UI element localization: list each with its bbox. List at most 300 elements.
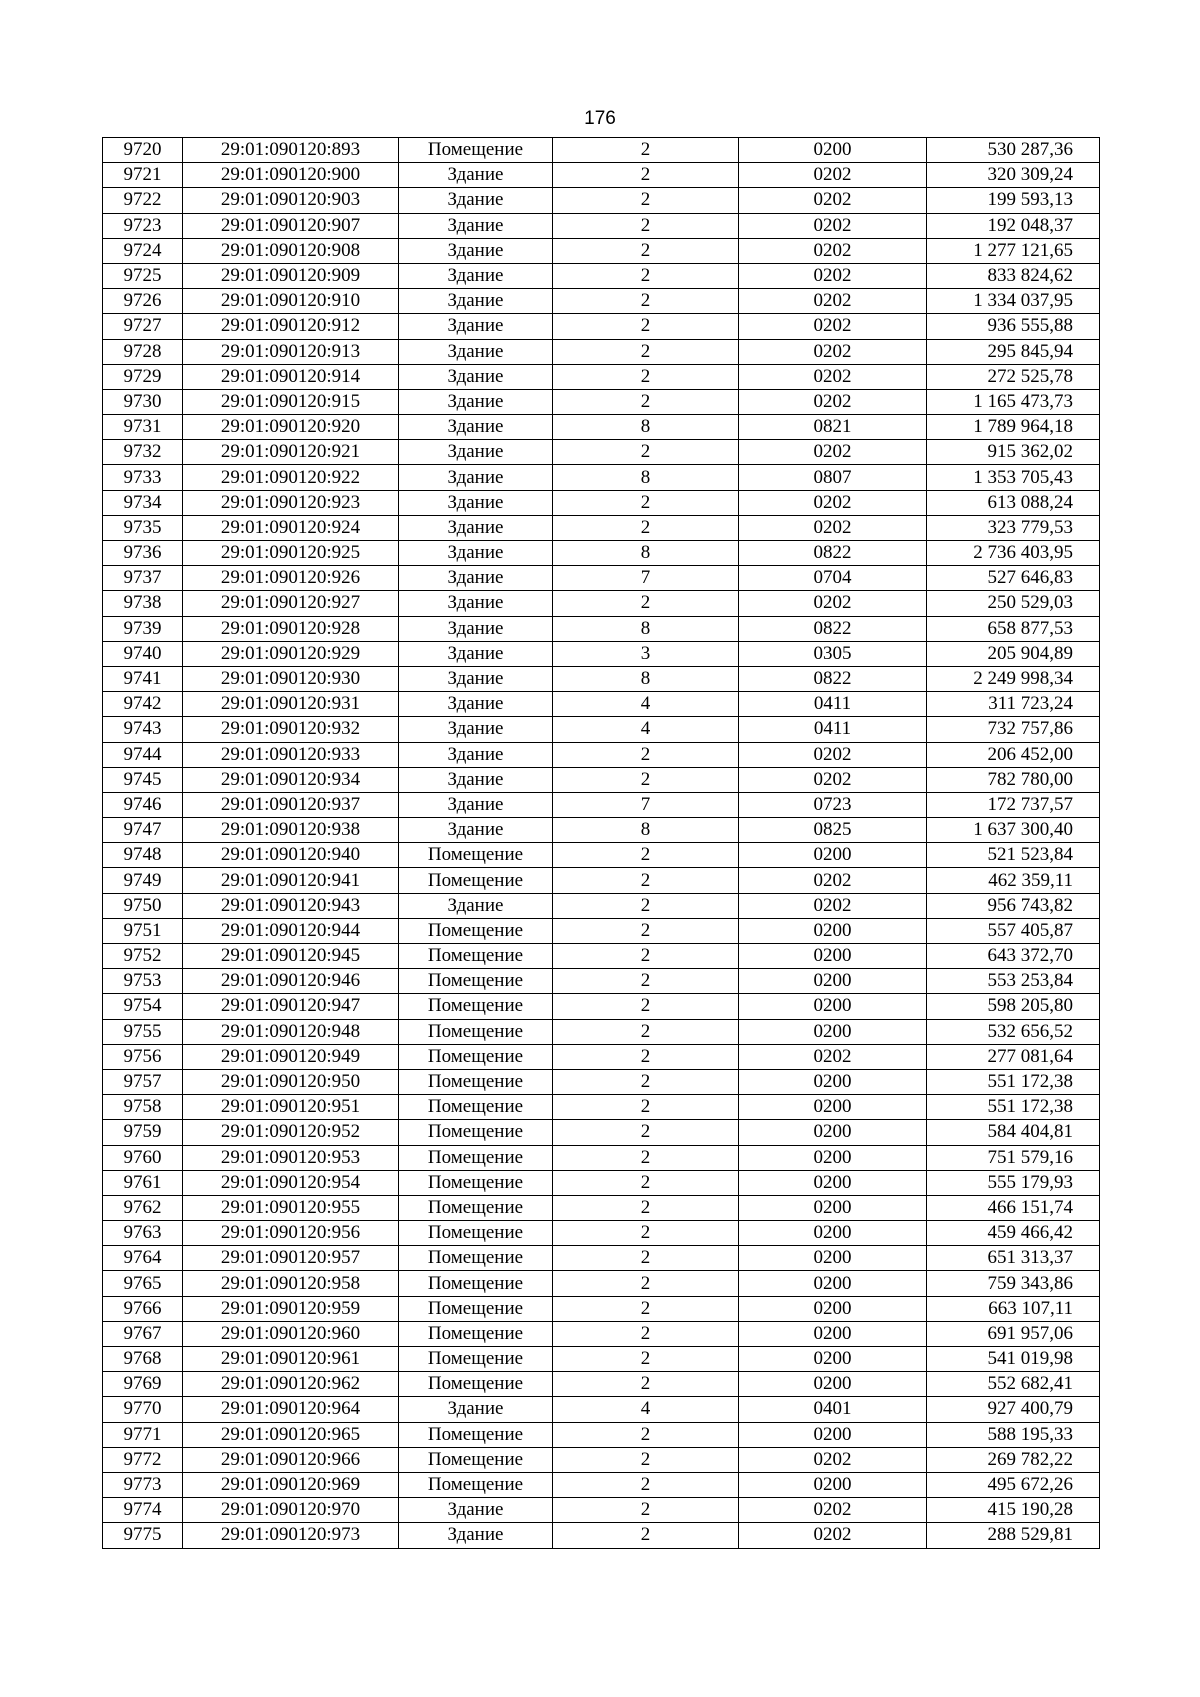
table-row <box>103 1498 1100 1523</box>
table-row <box>103 1321 1100 1346</box>
cadastral-cost-cell: 1 165 473,73 <box>927 389 1100 414</box>
cadastral-cost-cell: 277 081,64 <box>927 1044 1100 1069</box>
object-type-cell: Здание <box>399 818 553 843</box>
object-type-cell: Здание <box>399 541 553 566</box>
subgroup-cell: 0200 <box>739 1195 927 1220</box>
cadastral-cost-cell: 415 190,28 <box>927 1498 1100 1523</box>
cadastral-cost-cell: 199 593,13 <box>927 188 1100 213</box>
table-row <box>103 641 1100 666</box>
group-cell: 4 <box>553 717 739 742</box>
subgroup-cell: 0202 <box>739 1447 927 1472</box>
table-row <box>103 868 1100 893</box>
row-number-cell: 9734 <box>103 490 183 515</box>
subgroup-cell: 0200 <box>739 1145 927 1170</box>
group-cell: 2 <box>553 440 739 465</box>
cadastral-cost-cell: 532 656,52 <box>927 1019 1100 1044</box>
cadastral-number-cell: 29:01:090120:940 <box>183 843 399 868</box>
cadastral-number-cell: 29:01:090120:955 <box>183 1195 399 1220</box>
subgroup-cell: 0202 <box>739 188 927 213</box>
cadastral-number-cell: 29:01:090120:965 <box>183 1422 399 1447</box>
object-type-cell: Здание <box>399 389 553 414</box>
subgroup-cell: 0200 <box>739 843 927 868</box>
cadastral-number-cell: 29:01:090120:951 <box>183 1095 399 1120</box>
cadastral-number-cell: 29:01:090120:934 <box>183 767 399 792</box>
cadastral-cost-cell: 663 107,11 <box>927 1296 1100 1321</box>
object-type-cell: Здание <box>399 792 553 817</box>
object-type-cell: Помещение <box>399 969 553 994</box>
cadastral-cost-cell: 551 172,38 <box>927 1069 1100 1094</box>
object-type-cell: Помещение <box>399 868 553 893</box>
subgroup-cell: 0200 <box>739 1296 927 1321</box>
object-type-cell: Здание <box>399 566 553 591</box>
row-number-cell: 9758 <box>103 1095 183 1120</box>
object-type-cell: Здание <box>399 1498 553 1523</box>
cadastral-number-cell: 29:01:090120:950 <box>183 1069 399 1094</box>
group-cell: 2 <box>553 1044 739 1069</box>
cadastral-number-cell: 29:01:090120:900 <box>183 163 399 188</box>
table-row <box>103 1044 1100 1069</box>
cadastral-cost-cell: 551 172,38 <box>927 1095 1100 1120</box>
group-cell: 2 <box>553 1019 739 1044</box>
row-number-cell: 9771 <box>103 1422 183 1447</box>
subgroup-cell: 0411 <box>739 717 927 742</box>
cadastral-number-cell: 29:01:090120:960 <box>183 1321 399 1346</box>
group-cell: 2 <box>553 1221 739 1246</box>
row-number-cell: 9742 <box>103 692 183 717</box>
object-type-cell: Здание <box>399 616 553 641</box>
group-cell: 2 <box>553 843 739 868</box>
table-row <box>103 1523 1100 1548</box>
subgroup-cell: 0200 <box>739 1472 927 1497</box>
group-cell: 7 <box>553 792 739 817</box>
row-number-cell: 9732 <box>103 440 183 465</box>
table-row <box>103 515 1100 540</box>
object-type-cell: Помещение <box>399 1271 553 1296</box>
subgroup-cell: 0200 <box>739 1095 927 1120</box>
table-row <box>103 1472 1100 1497</box>
subgroup-cell: 0200 <box>739 138 927 163</box>
cadastral-number-cell: 29:01:090120:924 <box>183 515 399 540</box>
table-row <box>103 1397 1100 1422</box>
group-cell: 2 <box>553 364 739 389</box>
table-row <box>103 389 1100 414</box>
cadastral-number-cell: 29:01:090120:953 <box>183 1145 399 1170</box>
subgroup-cell: 0821 <box>739 415 927 440</box>
row-number-cell: 9739 <box>103 616 183 641</box>
group-cell: 2 <box>553 314 739 339</box>
row-number-cell: 9746 <box>103 792 183 817</box>
table-row <box>103 1447 1100 1472</box>
cadastral-number-cell: 29:01:090120:959 <box>183 1296 399 1321</box>
cadastral-number-cell: 29:01:090120:958 <box>183 1271 399 1296</box>
object-type-cell: Помещение <box>399 994 553 1019</box>
table-row <box>103 893 1100 918</box>
row-number-cell: 9740 <box>103 641 183 666</box>
group-cell: 8 <box>553 616 739 641</box>
object-type-cell: Здание <box>399 641 553 666</box>
subgroup-cell: 0200 <box>739 1422 927 1447</box>
cadastral-cost-cell: 320 309,24 <box>927 163 1100 188</box>
row-number-cell: 9751 <box>103 918 183 943</box>
object-type-cell: Здание <box>399 263 553 288</box>
subgroup-cell: 0200 <box>739 969 927 994</box>
group-cell: 2 <box>553 1120 739 1145</box>
cadastral-number-cell: 29:01:090120:973 <box>183 1523 399 1548</box>
table-row <box>103 1246 1100 1271</box>
group-cell: 2 <box>553 1296 739 1321</box>
row-number-cell: 9770 <box>103 1397 183 1422</box>
subgroup-cell: 0202 <box>739 238 927 263</box>
cadastral-cost-cell: 927 400,79 <box>927 1397 1100 1422</box>
group-cell: 2 <box>553 1347 739 1372</box>
cadastral-cost-cell: 552 682,41 <box>927 1372 1100 1397</box>
row-number-cell: 9723 <box>103 213 183 238</box>
object-type-cell: Помещение <box>399 843 553 868</box>
row-number-cell: 9763 <box>103 1221 183 1246</box>
row-number-cell: 9766 <box>103 1296 183 1321</box>
cadastral-cost-cell: 311 723,24 <box>927 692 1100 717</box>
cadastral-cost-cell: 651 313,37 <box>927 1246 1100 1271</box>
cadastral-cost-cell: 555 179,93 <box>927 1170 1100 1195</box>
cadastral-number-cell: 29:01:090120:915 <box>183 389 399 414</box>
table-row <box>103 1271 1100 1296</box>
row-number-cell: 9735 <box>103 515 183 540</box>
row-number-cell: 9741 <box>103 666 183 691</box>
subgroup-cell: 0202 <box>739 893 927 918</box>
cadastral-number-cell: 29:01:090120:922 <box>183 465 399 490</box>
cadastral-number-cell: 29:01:090120:920 <box>183 415 399 440</box>
cadastral-number-cell: 29:01:090120:952 <box>183 1120 399 1145</box>
cadastral-cost-cell: 323 779,53 <box>927 515 1100 540</box>
row-number-cell: 9765 <box>103 1271 183 1296</box>
group-cell: 2 <box>553 1145 739 1170</box>
subgroup-cell: 0200 <box>739 944 927 969</box>
cadastral-number-cell: 29:01:090120:956 <box>183 1221 399 1246</box>
object-type-cell: Здание <box>399 1523 553 1548</box>
cadastral-number-cell: 29:01:090120:943 <box>183 893 399 918</box>
group-cell: 2 <box>553 1069 739 1094</box>
group-cell: 2 <box>553 994 739 1019</box>
subgroup-cell: 0202 <box>739 490 927 515</box>
subgroup-cell: 0200 <box>739 1120 927 1145</box>
subgroup-cell: 0822 <box>739 666 927 691</box>
cadastral-number-cell: 29:01:090120:947 <box>183 994 399 1019</box>
cadastral-number-cell: 29:01:090120:923 <box>183 490 399 515</box>
row-number-cell: 9760 <box>103 1145 183 1170</box>
group-cell: 8 <box>553 541 739 566</box>
cadastral-cost-cell: 462 359,11 <box>927 868 1100 893</box>
row-number-cell: 9733 <box>103 465 183 490</box>
cadastral-number-cell: 29:01:090120:969 <box>183 1472 399 1497</box>
object-type-cell: Здание <box>399 289 553 314</box>
subgroup-cell: 0202 <box>739 364 927 389</box>
cadastral-number-cell: 29:01:090120:928 <box>183 616 399 641</box>
group-cell: 2 <box>553 289 739 314</box>
group-cell: 2 <box>553 1498 739 1523</box>
group-cell: 2 <box>553 1447 739 1472</box>
object-type-cell: Помещение <box>399 1095 553 1120</box>
table-row <box>103 1221 1100 1246</box>
subgroup-cell: 0202 <box>739 1523 927 1548</box>
group-cell: 8 <box>553 818 739 843</box>
row-number-cell: 9722 <box>103 188 183 213</box>
cadastral-cost-cell: 782 780,00 <box>927 767 1100 792</box>
subgroup-cell: 0202 <box>739 591 927 616</box>
cadastral-cost-cell: 250 529,03 <box>927 591 1100 616</box>
subgroup-cell: 0200 <box>739 1321 927 1346</box>
cadastral-cost-cell: 936 555,88 <box>927 314 1100 339</box>
cadastral-cost-cell: 459 466,42 <box>927 1221 1100 1246</box>
cadastral-cost-cell: 833 824,62 <box>927 263 1100 288</box>
subgroup-cell: 0807 <box>739 465 927 490</box>
cadastral-number-cell: 29:01:090120:946 <box>183 969 399 994</box>
cadastral-cost-cell: 584 404,81 <box>927 1120 1100 1145</box>
object-type-cell: Помещение <box>399 918 553 943</box>
row-number-cell: 9745 <box>103 767 183 792</box>
object-type-cell: Помещение <box>399 1246 553 1271</box>
group-cell: 2 <box>553 188 739 213</box>
cadastral-number-cell: 29:01:090120:948 <box>183 1019 399 1044</box>
cadastral-number-cell: 29:01:090120:933 <box>183 742 399 767</box>
object-type-cell: Здание <box>399 238 553 263</box>
cadastral-cost-cell: 541 019,98 <box>927 1347 1100 1372</box>
group-cell: 8 <box>553 666 739 691</box>
group-cell: 2 <box>553 1170 739 1195</box>
row-number-cell: 9720 <box>103 138 183 163</box>
subgroup-cell: 0202 <box>739 339 927 364</box>
group-cell: 2 <box>553 1095 739 1120</box>
group-cell: 2 <box>553 1523 739 1548</box>
group-cell: 2 <box>553 944 739 969</box>
object-type-cell: Помещение <box>399 1145 553 1170</box>
object-type-cell: Помещение <box>399 1019 553 1044</box>
table-row <box>103 1170 1100 1195</box>
cadastral-number-cell: 29:01:090120:921 <box>183 440 399 465</box>
cadastral-number-cell: 29:01:090120:949 <box>183 1044 399 1069</box>
cadastral-cost-cell: 658 877,53 <box>927 616 1100 641</box>
object-type-cell: Помещение <box>399 1221 553 1246</box>
cadastral-number-cell: 29:01:090120:912 <box>183 314 399 339</box>
cadastral-number-cell: 29:01:090120:932 <box>183 717 399 742</box>
row-number-cell: 9744 <box>103 742 183 767</box>
page-number: 176 <box>584 108 616 129</box>
cadastral-cost-cell: 598 205,80 <box>927 994 1100 1019</box>
row-number-cell: 9731 <box>103 415 183 440</box>
cadastral-number-cell: 29:01:090120:907 <box>183 213 399 238</box>
table-row <box>103 138 1100 163</box>
table-row <box>103 465 1100 490</box>
subgroup-cell: 0200 <box>739 918 927 943</box>
subgroup-cell: 0822 <box>739 541 927 566</box>
subgroup-cell: 0202 <box>739 213 927 238</box>
cadastral-number-cell: 29:01:090120:927 <box>183 591 399 616</box>
object-type-cell: Здание <box>399 591 553 616</box>
table-row <box>103 591 1100 616</box>
table-row <box>103 994 1100 1019</box>
table-row <box>103 742 1100 767</box>
group-cell: 2 <box>553 515 739 540</box>
row-number-cell: 9743 <box>103 717 183 742</box>
table-row <box>103 1422 1100 1447</box>
subgroup-cell: 0200 <box>739 1221 927 1246</box>
table-row <box>103 1019 1100 1044</box>
table-row <box>103 1372 1100 1397</box>
table-row <box>103 490 1100 515</box>
row-number-cell: 9730 <box>103 389 183 414</box>
cadastral-number-cell: 29:01:090120:957 <box>183 1246 399 1271</box>
table-row <box>103 692 1100 717</box>
cadastral-number-cell: 29:01:090120:929 <box>183 641 399 666</box>
cadastral-cost-cell: 1 353 705,43 <box>927 465 1100 490</box>
object-type-cell: Здание <box>399 717 553 742</box>
object-type-cell: Помещение <box>399 1372 553 1397</box>
cadastral-cost-cell: 288 529,81 <box>927 1523 1100 1548</box>
row-number-cell: 9748 <box>103 843 183 868</box>
subgroup-cell: 0202 <box>739 1498 927 1523</box>
group-cell: 2 <box>553 1321 739 1346</box>
row-number-cell: 9738 <box>103 591 183 616</box>
cadastral-number-cell: 29:01:090120:910 <box>183 289 399 314</box>
object-type-cell: Здание <box>399 188 553 213</box>
cadastral-cost-cell: 557 405,87 <box>927 918 1100 943</box>
row-number-cell: 9728 <box>103 339 183 364</box>
cadastral-number-cell: 29:01:090120:893 <box>183 138 399 163</box>
cadastral-cost-cell: 2 736 403,95 <box>927 541 1100 566</box>
subgroup-cell: 0202 <box>739 1044 927 1069</box>
row-number-cell: 9727 <box>103 314 183 339</box>
group-cell: 2 <box>553 893 739 918</box>
subgroup-cell: 0202 <box>739 289 927 314</box>
cadastral-cost-cell: 192 048,37 <box>927 213 1100 238</box>
table-row <box>103 944 1100 969</box>
group-cell: 8 <box>553 415 739 440</box>
subgroup-cell: 0822 <box>739 616 927 641</box>
cadastral-cost-cell: 269 782,22 <box>927 1447 1100 1472</box>
group-cell: 2 <box>553 389 739 414</box>
row-number-cell: 9755 <box>103 1019 183 1044</box>
row-number-cell: 9749 <box>103 868 183 893</box>
subgroup-cell: 0704 <box>739 566 927 591</box>
table-row <box>103 314 1100 339</box>
row-number-cell: 9761 <box>103 1170 183 1195</box>
cadastral-cost-cell: 643 372,70 <box>927 944 1100 969</box>
group-cell: 2 <box>553 163 739 188</box>
object-type-cell: Помещение <box>399 1195 553 1220</box>
object-type-cell: Здание <box>399 213 553 238</box>
subgroup-cell: 0202 <box>739 742 927 767</box>
row-number-cell: 9721 <box>103 163 183 188</box>
group-cell: 4 <box>553 1397 739 1422</box>
row-number-cell: 9726 <box>103 289 183 314</box>
cadastral-number-cell: 29:01:090120:964 <box>183 1397 399 1422</box>
cadastral-number-cell: 29:01:090120:903 <box>183 188 399 213</box>
table-row <box>103 969 1100 994</box>
cadastral-cost-cell: 691 957,06 <box>927 1321 1100 1346</box>
object-type-cell: Здание <box>399 314 553 339</box>
cadastral-cost-cell: 956 743,82 <box>927 893 1100 918</box>
object-type-cell: Помещение <box>399 1447 553 1472</box>
cadastral-number-cell: 29:01:090120:926 <box>183 566 399 591</box>
cadastral-cost-cell: 2 249 998,34 <box>927 666 1100 691</box>
group-cell: 2 <box>553 1271 739 1296</box>
table-row <box>103 541 1100 566</box>
row-number-cell: 9724 <box>103 238 183 263</box>
object-type-cell: Помещение <box>399 1170 553 1195</box>
object-type-cell: Помещение <box>399 1321 553 1346</box>
table-row <box>103 1195 1100 1220</box>
table-row <box>103 163 1100 188</box>
cadastral-number-cell: 29:01:090120:970 <box>183 1498 399 1523</box>
object-type-cell: Помещение <box>399 1347 553 1372</box>
cadastral-number-cell: 29:01:090120:938 <box>183 818 399 843</box>
table-row <box>103 415 1100 440</box>
group-cell: 2 <box>553 490 739 515</box>
subgroup-cell: 0202 <box>739 515 927 540</box>
object-type-cell: Здание <box>399 163 553 188</box>
subgroup-cell: 0202 <box>739 440 927 465</box>
group-cell: 2 <box>553 1246 739 1271</box>
table-row <box>103 1145 1100 1170</box>
object-type-cell: Помещение <box>399 1120 553 1145</box>
cadastral-number-cell: 29:01:090120:937 <box>183 792 399 817</box>
cadastral-number-cell: 29:01:090120:931 <box>183 692 399 717</box>
group-cell: 2 <box>553 1472 739 1497</box>
group-cell: 2 <box>553 1372 739 1397</box>
cadastral-cost-cell: 172 737,57 <box>927 792 1100 817</box>
cadastral-number-cell: 29:01:090120:961 <box>183 1347 399 1372</box>
table-row <box>103 792 1100 817</box>
object-type-cell: Здание <box>399 767 553 792</box>
object-type-cell: Помещение <box>399 944 553 969</box>
subgroup-cell: 0401 <box>739 1397 927 1422</box>
object-type-cell: Помещение <box>399 1422 553 1447</box>
table-row <box>103 289 1100 314</box>
subgroup-cell: 0200 <box>739 1069 927 1094</box>
cadastral-cost-cell: 1 277 121,65 <box>927 238 1100 263</box>
subgroup-cell: 0200 <box>739 994 927 1019</box>
row-number-cell: 9754 <box>103 994 183 1019</box>
cadastral-cost-cell: 206 452,00 <box>927 742 1100 767</box>
table-row <box>103 566 1100 591</box>
subgroup-cell: 0202 <box>739 314 927 339</box>
subgroup-cell: 0200 <box>739 1347 927 1372</box>
subgroup-cell: 0200 <box>739 1246 927 1271</box>
object-type-cell: Помещение <box>399 138 553 163</box>
group-cell: 2 <box>553 238 739 263</box>
object-type-cell: Здание <box>399 742 553 767</box>
object-type-cell: Здание <box>399 515 553 540</box>
object-type-cell: Помещение <box>399 1472 553 1497</box>
object-type-cell: Здание <box>399 415 553 440</box>
cadastral-cost-cell: 495 672,26 <box>927 1472 1100 1497</box>
table-row <box>103 1120 1100 1145</box>
row-number-cell: 9769 <box>103 1372 183 1397</box>
cadastral-number-cell: 29:01:090120:930 <box>183 666 399 691</box>
object-type-cell: Здание <box>399 692 553 717</box>
group-cell: 2 <box>553 1195 739 1220</box>
row-number-cell: 9762 <box>103 1195 183 1220</box>
row-number-cell: 9775 <box>103 1523 183 1548</box>
subgroup-cell: 0200 <box>739 1271 927 1296</box>
cadastral-cost-cell: 613 088,24 <box>927 490 1100 515</box>
object-type-cell: Здание <box>399 893 553 918</box>
subgroup-cell: 0202 <box>739 767 927 792</box>
group-cell: 2 <box>553 339 739 364</box>
subgroup-cell: 0202 <box>739 163 927 188</box>
cadastral-cost-cell: 295 845,94 <box>927 339 1100 364</box>
cadastral-cost-cell: 588 195,33 <box>927 1422 1100 1447</box>
group-cell: 2 <box>553 138 739 163</box>
